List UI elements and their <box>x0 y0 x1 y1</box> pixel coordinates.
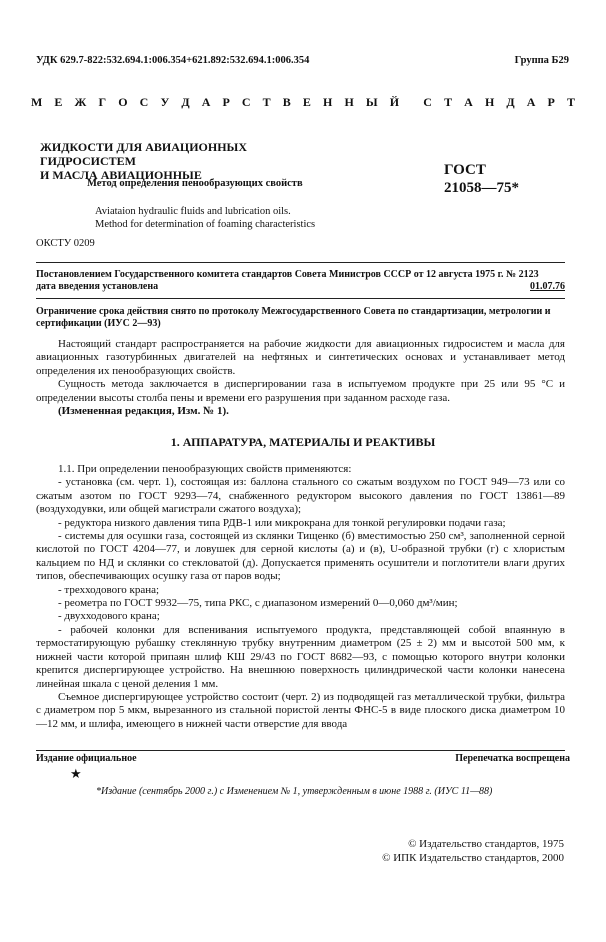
body-paragraph: - установка (см. черт. 1), состоящая из: баллона стального со сжатым воздухом по ГОСТ 949—73 или со сжатым азотом по ГОСТ 9293—74, снабженного редуктором высокого давления по ГОСТ 13861—89 (воздуходувки, или общей магистрали сжатого воздуха); <box>36 476 565 516</box>
divider <box>36 262 565 263</box>
body-paragraph: Съемное диспергирующее устройство состоит (черт. 2) из подводящей газ металлической трубки, фильтра с диаметром пор 5 мкм, вырезанного из стальной пористой ленты ФНС-5 в виде плоского диска диаметром 10—12 мм, и шлифа, имеющего в нижней части отверстие для ввода <box>36 690 565 730</box>
effective-date-label: дата введения установлена <box>36 281 159 292</box>
reprint-prohibited-label: Перепечатка воспрещена <box>455 753 570 764</box>
banner-letter: Г <box>98 95 107 109</box>
copyright-line: © Издательство стандартов, 1975 <box>408 838 564 850</box>
banner-letter: А <box>526 95 536 109</box>
intro-paragraph: Настоящий стандарт распространяется на рабочие жидкости для авиационных гидросистем и масла для авиационных газотурбинных двигателей на нефтяных и синтетических основах и устанавливает метод определения их пенообразующих свойств. <box>36 338 565 377</box>
banner-letter: Т <box>262 95 271 109</box>
banner-letter: Т <box>444 95 453 109</box>
title-line-1: ЖИДКОСТИ ДЛЯ АВИАЦИОННЫХ ГИДРОСИСТЕМ <box>40 140 247 168</box>
body-paragraph: - системы для осушки газа, состоящей из склянки Тищенко (б) вместимостью 250 см³, заполненной серной кислотой по ГОСТ 4204—77, и ловушек для серной кислоты (а) и (в), U-образной трубки (г) с хлористым кальцием по НД и склянки со стекловатой (д). Допускается применять осушители и поглотители влаги других типов, обеспечивающих осушку газа от паров воды; <box>36 530 565 583</box>
banner-letter: Р <box>547 95 555 109</box>
intro-section <box>36 338 565 418</box>
copyright-line: © ИПК Издательство стандартов, 2000 <box>382 852 564 864</box>
udk-code: УДК 629.7-822:532.694.1:006.354+621.892:532.694.1:006.354 <box>36 55 310 66</box>
banner-letter: Н <box>344 95 354 109</box>
banner-letter: Н <box>323 95 333 109</box>
banner-letter: С <box>241 95 251 109</box>
banner-letter: Т <box>566 95 575 109</box>
amendment-note: (Измененная редакция, Изм. № 1). <box>58 405 229 418</box>
banner-letter: Е <box>302 95 311 109</box>
body-paragraph: - редуктора низкого давления типа РДВ-1 или микрокрана для тонкой регулировки подачи газа; <box>58 516 506 529</box>
interstate-standard-banner <box>31 95 575 110</box>
body-paragraph: - трехходового крана; <box>58 583 160 596</box>
english-title-line-1: Aviataion hydraulic fluids and lubrication oils. <box>95 206 291 217</box>
banner-letter: В <box>282 95 291 109</box>
body-paragraph: - рабочей колонки для вспенивания испытуемого продукта, представляющей собой впаянную в термостатирующую рубашку стеклянную трубку внутренним диаметром (25 ± 2) мм и высотой 500 мм, к нижней части которой припаян шлиф КШ 29/43 по ГОСТ 8682—93, с помощью которого внутри колонки крепится диспергирующее устройство. На внешнюю поверхность цилиндрической части колонки нанесена линейная шкала с ценой деления 1 мм. <box>36 623 565 690</box>
gost-label: ГОСТ <box>444 162 486 178</box>
star-icon: ★ <box>70 766 82 781</box>
title-line-2: И МАСЛА АВИАЦИОННЫЕ <box>40 168 202 182</box>
section-heading: 1. АППАРАТУРА, МАТЕРИАЛЫ И РЕАКТИВЫ <box>170 435 436 449</box>
official-edition-label: Издание официальное <box>36 753 137 764</box>
decree-block <box>36 269 565 293</box>
gost-designation <box>444 161 519 197</box>
banner-letter: Ж <box>74 95 87 109</box>
body-paragraph: - двухходового крана; <box>58 610 160 623</box>
okstu-code: ОКСТУ 0209 <box>36 238 95 249</box>
effective-date: 01.07.76 <box>530 281 565 292</box>
body-paragraph: 1.1. При определении пенообразующих свойств применяются: <box>58 463 352 475</box>
banner-letter: А <box>464 95 473 109</box>
banner-letter: О <box>118 95 128 109</box>
gost-number: 21058—75* <box>444 180 519 196</box>
banner-letter: С <box>423 95 432 109</box>
banner-letter: Н <box>484 95 495 109</box>
edition-note: *Издание (сентябрь 2000 г.) с Изменением № 1, утвержденным в июне 1988 г. (ИУС 11—88) <box>96 786 493 797</box>
english-title-line-2: Method for determination of foaming characteristics <box>95 219 316 230</box>
banner-letter: Д <box>506 95 515 109</box>
banner-letter: Д <box>181 95 190 109</box>
group-code: Группа Б29 <box>514 55 569 66</box>
intro-paragraph: Сущность метода заключается в диспергировании газа в испытуемом продукте при 25 или 95 °С и определении высоты столба пены и времени его разрушения при заданном расходе газа. <box>36 378 565 404</box>
method-subtitle: Метод определения пенообразующих свойств <box>87 178 303 189</box>
divider <box>36 298 565 299</box>
banner-letter: Е <box>54 95 63 109</box>
divider <box>36 750 565 751</box>
banner-letter: Ы <box>365 95 378 109</box>
limitation-note: Ограничение срока действия снято по протоколу Межгосударственного Совета по стандартизации, метрологии и сертификации (ИУС 2—93) <box>36 306 551 329</box>
banner-letter: М <box>31 95 43 109</box>
banner-letter: А <box>201 95 211 109</box>
banner-letter: У <box>160 95 170 109</box>
banner-letter: Й <box>389 95 400 109</box>
decree-text: Постановлением Государственного комитета стандартов Совета Министров СССР от 12 августа 1975 г. № 2123 <box>36 269 539 280</box>
body-paragraph: - реометра по ГОСТ 9932—75, типа РКС, с диапазоном измерений 0—0,060 дм³/мин; <box>58 597 458 610</box>
english-title <box>95 205 315 231</box>
section-body <box>36 463 565 731</box>
document-title <box>40 140 340 182</box>
banner-letter: С <box>139 95 149 109</box>
banner-letter: Р <box>222 95 230 109</box>
